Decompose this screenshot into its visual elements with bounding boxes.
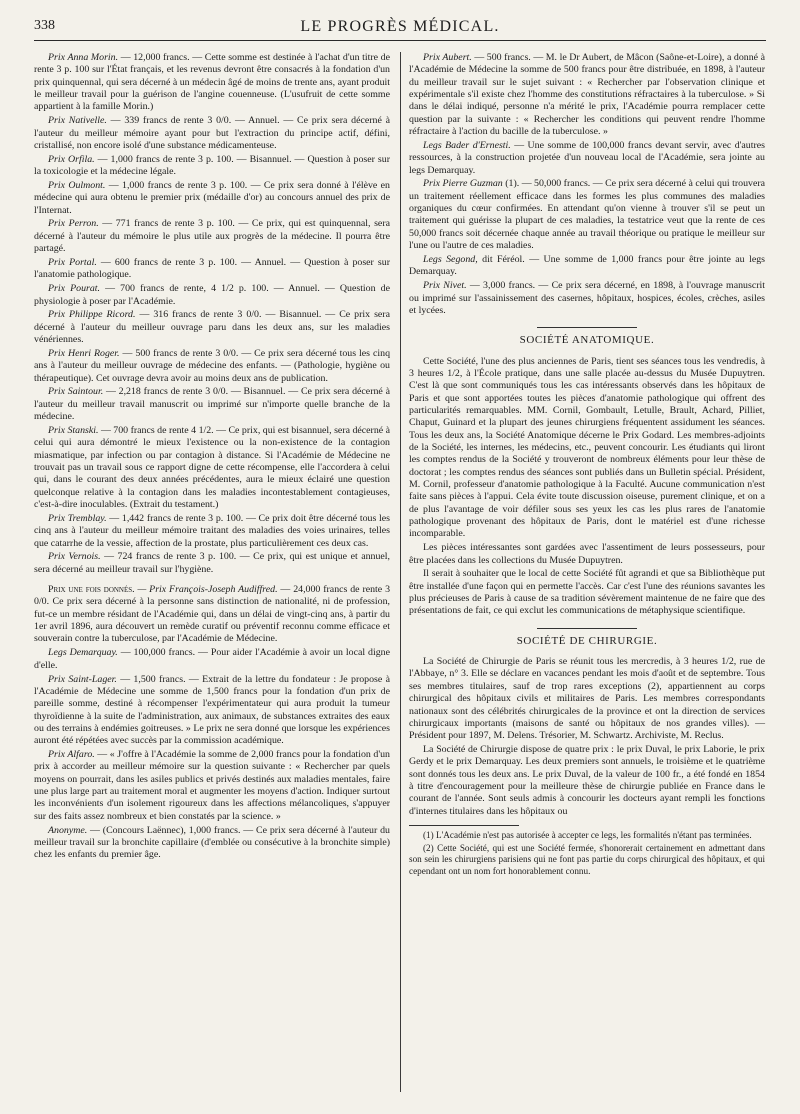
prize-entry [34, 647, 390, 672]
footnote: (1) L'Académie n'est pas autorisée à accepter ce legs, les formalités n'étant pas terminées. [423, 830, 752, 841]
prize-entry [34, 551, 390, 576]
prize-entry [34, 348, 390, 385]
footnote: (2) Cette Société, qui est une Société fermée, s'honorerait certainement en admettant dans son sein les chirurgiens parisiens qui ne font pas partie du corps chirurgical des hôpitaux, et qui cependant ont un nom fort honorablement connu. [409, 843, 765, 876]
prize-text: — 100,000 francs. — Pour aider l'Académie à avoir un local digne d'elle. [34, 647, 390, 671]
prize-entry [409, 140, 765, 177]
prize-name: Prix Vernois. [48, 551, 101, 563]
prize-name: Prix Philippe Ricord. [48, 309, 136, 321]
prize-text: — 1,500 francs. — Extrait de la lettre du fondateur : Je propose à l'Académie de Médecine une somme de 1,500 francs pour la fondation d'un prix de pareille somme, destiné à récompenser l'expérimentateur qui aura produit la tumeur thyroïdienne à la suite de l'administration, aux animaux, de substances extraites des eaux ou des terrains à endémies goitreuses. » Le prix ne sera donné que lorsque les expériences auront été répétées avec succès par la commission académique. [34, 673, 390, 747]
prize-name: Prix Alfaro. [48, 749, 95, 761]
prize-entry [34, 749, 390, 823]
prize-name: Prix Pourat. [48, 283, 101, 295]
prize-entry [34, 386, 390, 423]
prize-entry [409, 254, 765, 279]
section-title-chirurgie: SOCIÉTÉ DE CHIRURGIE. [516, 634, 658, 647]
prize-name: Legs Bader d'Ernesti. [423, 139, 511, 151]
prize-entry [34, 218, 390, 255]
prize-entry [34, 180, 390, 217]
prize-entry [34, 52, 390, 114]
prize-text: — (Concours Laënnec), 1,000 francs. — Ce prix sera décerné à l'auteur du meilleur travail sur la bronchite capillaire (d'emblée ou consécutive à la bronchite simple) chez les enfants du premier âge. [34, 824, 390, 861]
prize-entry [34, 309, 390, 346]
prize-name: Prix Pierre Guzman [423, 178, 503, 190]
prize-entry [409, 52, 765, 138]
prize-text: — 771 francs de rente 3 p. 100. — Ce prix, qui est quinquennal, sera décerné à l'auteur du mémoire le plus utile aux progrès de la médecine. Il pourra être partagé. [34, 218, 390, 255]
prize-text: — « J'offre à l'Académie la somme de 2,000 francs pour la fondation d'un prix à accorder au meilleur mémoire sur la question suivante : « Rechercher par quels moyens on pourrait, dans les asiles publics et privés destinés aux maladies mentales, faire une plus large part au traitement moral et augmenter les moyens d'action. Indiquer surtout les inconvénients d'un isolement rigoureux dans les affections mélancoliques, s'appuyer sur des faits assez nombreux et bien constatés par la science. » [34, 749, 390, 822]
prize-name: Prix Saintour. [48, 386, 104, 398]
prize-text: — 700 francs de rente 4 1/2. — Ce prix, qui est bisannuel, sera décerné à celui qui aura démontré le mieux l'existence ou la non-existence de la contagion miasmatique, par infection ou par contagion à distance. Si l'Académie de Médecine ne trouvait pas un travail sous ce rapport digne de cette récompense, elle l'accordera à celui qui, dans le courant des deux années précédentes, aura le mieux éclairé une question quelconque relative à la contagion dans les maladies incontestablement contagieuses, c'est-à-dire inoculables. (Extrait du testament.) [34, 424, 390, 511]
section-paragraph: Cette Société, l'une des plus anciennes de Paris, tient ses séances tous les vendredis, à 3 heures 1/2, à l'École pratique, dans une salle placée au-dessus du Musée Dupuytren. C'est là que sont communiqués tous les cas intéressants observés dans les hôpitaux de Paris et que sont apportées toutes les pièces d'anatomie pathologique qui offrent des particularités remarquables. MM. Cornil, Gombault, Letulle, Brault, Achard, Pilliet, Chaput, Guinard et la plupart des jeunes chirurgiens fréquentent assidument les séances. Tous les deux ans, la Société Anatomique décerne le Prix Godard. Les membres-adjoints de la Société, les internes, les médecins, etc., peuvent concourir. Les étudiants qui liront les comptes rendus de la Société y trouveront de nombreux éléments pour leur thèse de doctorat ; les comptes rendus des séances sont publiés dans un Bulletin spécial. Président, M. Cornil, professeur d'anatomie pathologique à la Faculté. Aucune communication n'est faite sans pièces à l'appui. Cela évite toute discussion oiseuse, purement clinique, et on a de plus l'avantage de voir défiler sous ses yeux les cas les plus rares de l'anatomie pathologique provenant des hôpitaux de Paris, dont le matériel est d'une richesse incomparable. [409, 355, 765, 540]
running-title: LE PROGRÈS MÉDICAL. [300, 18, 500, 35]
prize-name: Prix Orfila. [48, 153, 95, 165]
prize-name: Prix Henri Roger. [48, 347, 120, 359]
page-header [34, 18, 766, 41]
left-column [34, 52, 390, 863]
prize-entry [34, 584, 390, 646]
prize-entry [34, 115, 390, 152]
prize-text: — 500 francs. — M. le Dr Aubert, de Mâcon (Saône-et-Loire), a donné à l'Académie de Médecine la somme de 500 francs pour être distribuée, en 1898, à l'auteur du meilleur travail sur le sujet suivant : « Rechercher par l'observation clinique et expérimentale s'il existe chez l'homme des constitutions réfractaires à la tuberculose. » Si dans le délai indiqué, personne n'a mérité le prix, l'Académie pourra remplacer cette question par la suivante : « Rechercher les conditions qui peuvent rendre l'homme réfractaire à l'action du bacille de la tuberculose. » [409, 52, 766, 138]
prize-text: — 700 francs de rente, 4 1/2 p. 100. — Annuel. — Question de physiologie à poser par l'Académie. [34, 283, 390, 307]
section-paragraph: Il serait à souhaiter que le local de cette Société fût agrandi et que sa Bibliothèque put être installée d'une façon qui en permette l'accès. Car c'est l'une des réunions savantes les plus précieuses de Paris à cause de sa tradition sévèrement maintenue de ne faire que des présentations de fait, ce qui exclut les communications de métaphysique scientifique. [409, 568, 765, 617]
prize-entry [34, 425, 390, 511]
prize-name: Prix Saint-Lager. [48, 673, 117, 685]
section-paragraph: La Société de Chirurgie de Paris se réunit tous les mercredis, à 3 heures 1/2, rue de l'Abbaye, n° 3. Elle se déclare en vacances pendant les mois d'août et de septembre. Tous ses membres titulaires, sauf de trop rares exceptions (2), appartiennent au corps chirurgical des hôpitaux civils et militaires de Paris. Les membres correspondants nationaux sont des célébrités chirurgicales de la province et ont la direction de services chirurgicaux importants (maisons de santé ou hôpitaux de nos grandes villes). — Président pour 1897, M. Delens. Trésorier, M. Schwartz. Archiviste, M. Reclus. [409, 656, 765, 742]
prize-text: — 24,000 francs de rente 3 0/0. Ce prix sera décerné à la personne sans distinction de nationalité, ni de profession, fut-ce un membre résidant de l'Académie qui, dans un délai de vingt-cinq ans, à partir du 1er avril 1896, aura découvert un remède curatif ou préventif reconnu comme efficace et souverain contre la tuberculose, par l'Académie de Médecine. [34, 584, 391, 645]
prize-name: Prix Nivet. [423, 280, 467, 292]
prize-text: — 3,000 francs. — Ce prix sera décerné, en 1898, à l'ouvrage manuscrit ou imprimé sur l'assainissement des casernes, hôpitaux, hospices, écoles, crèches, asiles et lycées. [409, 280, 765, 316]
prize-text: — Une somme de 100,000 francs devant servir, avec d'autres ressources, à la construction projetée d'un nouveau local de l'Académie, sera jointe au legs Demarquay. [409, 139, 765, 176]
section-body-chirurgie [409, 656, 765, 818]
prize-name: Prix Perron. [48, 218, 99, 230]
prize-name: Legs Demarquay. [48, 647, 118, 659]
prize-text: (1). — 50,000 francs. — Ce prix sera décerné à celui qui trouvera un traitement réellement efficace dans les formes les plus communes des maladies organiques du cœur confirmées. En attendant qu'on vienne à trouver s'il se peut un traitement qui guérisse la plupart de ces maladies, la testatrice veut que la rente de ces 50,000 francs soit décernée chaque année au travail théorique ou pratique le meilleur sur l'une ou l'autre de ces maladies. [409, 178, 766, 252]
prize-name: Prix Tremblay. [48, 512, 107, 524]
section-title-anatomique: SOCIÉTÉ ANATOMIQUE. [519, 334, 655, 347]
prize-name: Prix Portal. [48, 257, 97, 268]
prize-name: Prix Stanski. [48, 424, 99, 436]
prize-name: Prix Aubert. [423, 52, 472, 63]
prize-name: Prix Anna Morin. [48, 52, 119, 63]
prize-text: — 724 francs de rente 3 p. 100. — Ce prix, qui est unique et annuel, sera décerné au meilleur travail sur l'hygiène. [34, 551, 390, 575]
prize-name: Legs Segond, [423, 254, 478, 265]
prize-entry [34, 825, 390, 862]
section-paragraph: Les pièces intéressantes sont gardées avec l'assentiment de leurs possesseurs, pour être placées dans les collections du Musée Dupuytren. [409, 542, 765, 566]
right-column [409, 52, 765, 879]
prize-text: dit Féréol. — Une somme de 1,000 francs pour être jointe au legs Demarquay. [409, 254, 765, 278]
prize-text: — 12,000 francs. — Cette somme est destinée à l'achat d'un titre de rente 3 p. 100 sur l'État français, et les revenus devront être consacrés à la fondation d'un prix quinquennal, qui sera décerné à un médecin âgé de moins de trente ans, ayant produit le meilleur travail pour la guérison de l'angine couenneuse. (L'usufruit de cette somme appartient à la famille Morin.) [34, 52, 390, 113]
right-prize-list [409, 52, 765, 317]
prize-text: — 1,000 francs de rente 3 p. 100. — Ce prix sera donné à l'élève en médecine qui aura obtenu le premier prix (médaille d'or) au concours annuel des prix de l'Internat. [34, 179, 390, 216]
column-divider [400, 52, 401, 1092]
prize-entry [34, 283, 390, 308]
prize-entry [34, 674, 390, 748]
page-number: 338 [34, 18, 55, 33]
prize-name: Prix Oulmont. [48, 179, 106, 191]
prize-text: — 1,000 francs de rente 3 p. 100. — Bisannuel. — Question à poser sur la toxicologie et la médecine légale. [34, 153, 390, 178]
prize-name: Anonyme. [48, 824, 88, 836]
prize-text: — 500 francs de rente 3 0/0. — Ce prix sera décerné tous les cinq ans à l'auteur du meilleur ouvrage de médecine des enfants. — (Pathologie, hygiène ou thérapeutique). Cet ouvrage devra avoir au moins deux ans de publication. [34, 347, 391, 384]
entry-lead: Prix une fois donnés. [48, 584, 135, 596]
section-divider [537, 628, 637, 629]
prize-text: — 2,218 francs de rente 3 0/0. — Bisannuel. — Ce prix sera décerné à l'auteur du meilleur travail manuscrit ou imprimé sur n'importe quelle branche de la médecine. [34, 386, 390, 423]
section-body-anatomique [409, 356, 765, 618]
prize-entry [409, 178, 765, 252]
footnote-divider [409, 825, 519, 826]
prize-text: — 600 francs de rente 3 p. 100. — Annuel. — Question à poser sur l'anatomie pathologique. [34, 257, 390, 281]
prize-entry [409, 280, 765, 317]
prize-name: — Prix François-Joseph Audiffred. [134, 584, 278, 596]
prize-entry [34, 513, 390, 550]
prize-entry [34, 154, 390, 179]
prize-entry [34, 257, 390, 282]
prize-name: Prix Nativelle. [48, 115, 107, 127]
prize-text: — 1,442 francs de rente 3 p. 100. — Ce prix doit être décerné tous les cinq ans à l'auteur du meilleur mémoire traitant des maladies des voies urinaires, telles que catarrhe de la vessie, affection de la prostate, plus particulièrement ces deux cas. [34, 512, 391, 549]
prize-text: — 339 francs de rente 3 0/0. — Annuel. — Ce prix sera décerné à l'auteur du meilleur mémoire ayant pour but l'extraction du principe actif, défini, cristallisé, non encore isolé d'une substance médicamenteuse. [34, 115, 390, 151]
section-divider [537, 327, 637, 328]
footnotes [409, 830, 765, 877]
section-paragraph: La Société de Chirurgie dispose de quatre prix : le prix Duval, le prix Laborie, le prix Gerdy et le prix Demarquay. Les deux premiers sont annuels, le troisième et le quatrième sont donnés tous les deux ans. Le prix Duval, de la valeur de 100 fr., a été fondé en 1854 à titre d'encouragement pour la meilleure thèse de chirurgie publiée en France dans le courant de l'année. Sont seuls admis à concourir les docteurs ayant rempli les fonctions d'internes titulaires dans les hôpitaux ou [409, 744, 765, 817]
prize-text: — 316 francs de rente 3 0/0. — Bisannuel. — Ce prix sera décerné à l'auteur du meilleur ouvrage paru dans les deux ans, sur les maladies vénériennes. [34, 309, 390, 346]
